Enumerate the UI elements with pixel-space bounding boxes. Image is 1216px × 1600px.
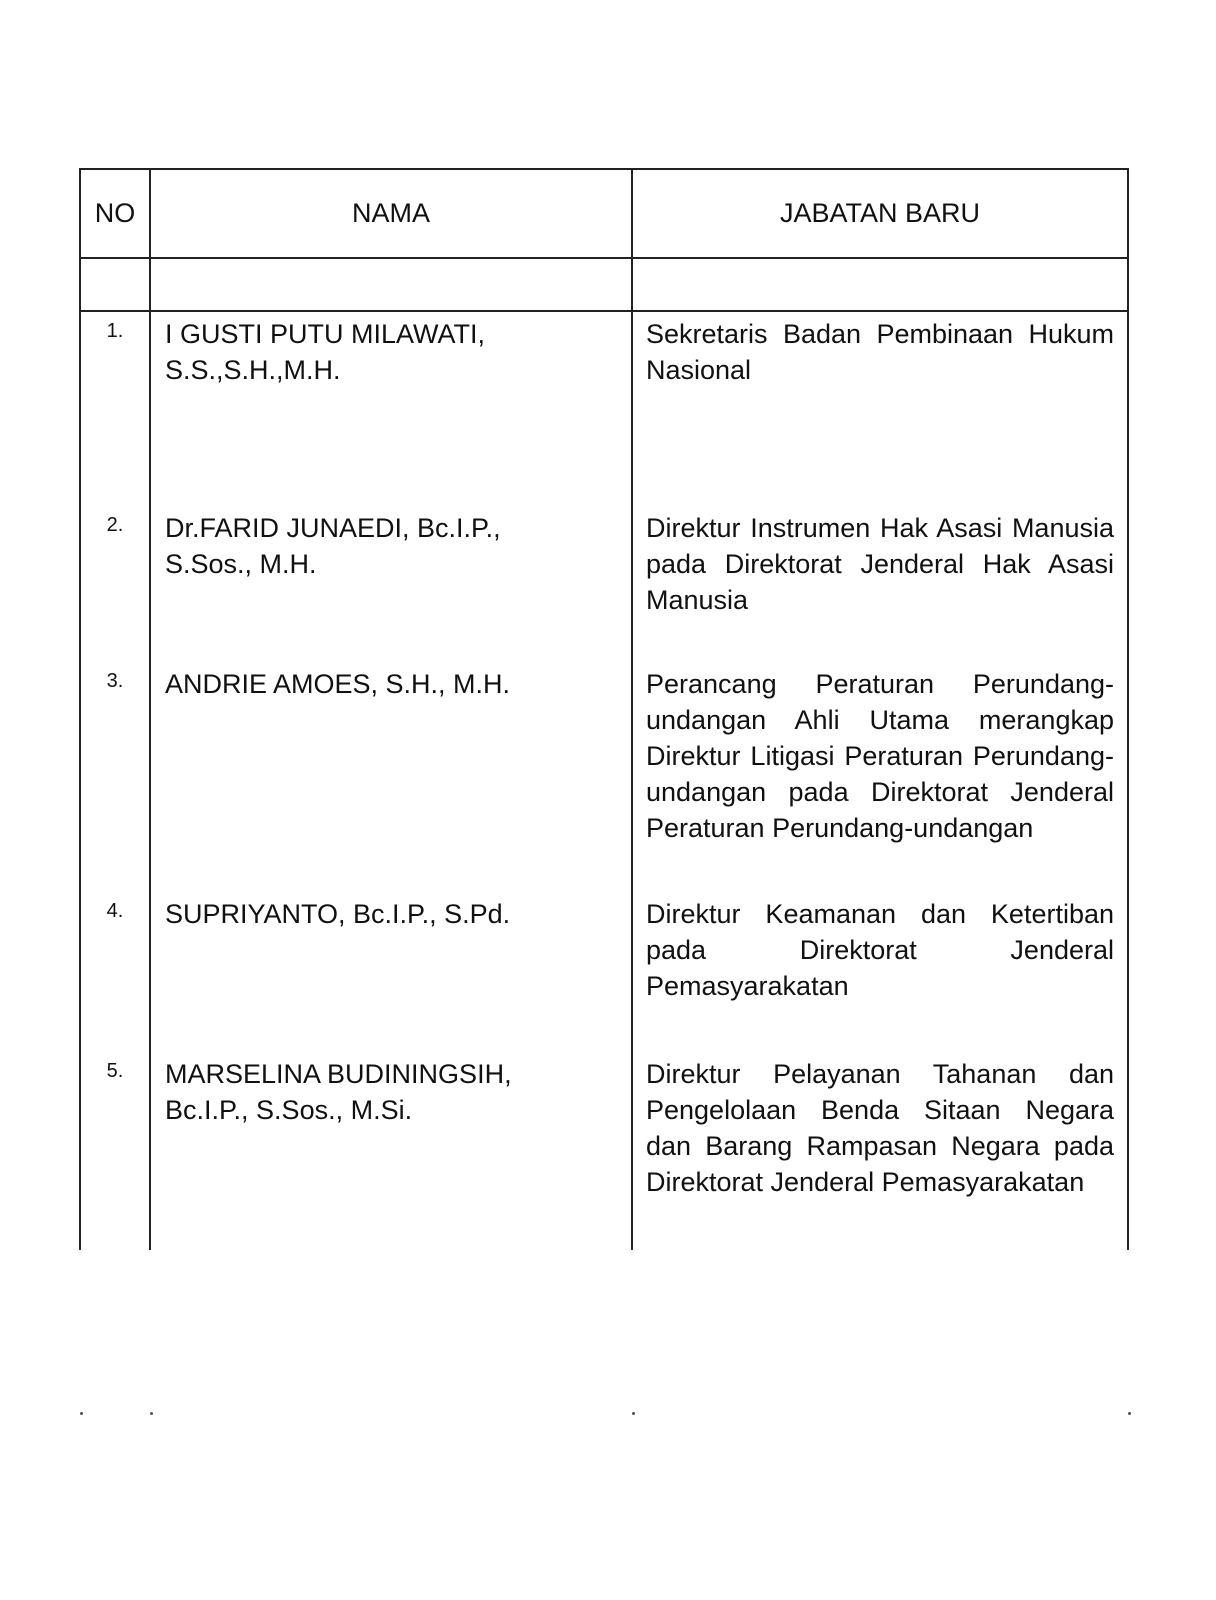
table-border-right bbox=[1127, 168, 1129, 1250]
row-name: Dr.FARID JUNAEDI, Bc.I.P., S.Sos., M.H. bbox=[165, 513, 501, 579]
scan-mark bbox=[1128, 1412, 1131, 1415]
row-number: 5. bbox=[106, 1060, 124, 1082]
row-name: ANDRIE AMOES, S.H., M.H. bbox=[165, 669, 511, 699]
scan-mark bbox=[632, 1412, 635, 1415]
spacer-row-divider bbox=[79, 310, 1129, 312]
column-divider-no bbox=[149, 168, 151, 1250]
row-jabatan: Sekretaris Badan Pembinaan Hukum Nasional bbox=[646, 319, 1114, 385]
row-name: I GUSTI PUTU MILAWATI, S.S.,S.H.,M.H. bbox=[165, 319, 486, 385]
row-number: 2. bbox=[106, 514, 124, 536]
scan-mark bbox=[80, 1412, 83, 1415]
header-nama: NAMA bbox=[351, 198, 430, 228]
scan-mark bbox=[150, 1412, 153, 1415]
header-no: NO bbox=[94, 198, 136, 228]
row-jabatan: Direktur Instrumen Hak Asasi Manusia pada Direktorat Jenderal Hak Asasi Manusia bbox=[646, 513, 1114, 615]
officials-table bbox=[79, 168, 1129, 1250]
row-jabatan: Perancang Peraturan Perundang-undangan Ahli Utama merangkap Direktur Litigasi Peraturan Perundang-undangan pada Direktorat Jenderal Peraturan Perundang-undangan bbox=[646, 669, 1114, 843]
row-jabatan: Direktur Keamanan dan Ketertiban pada Direktorat Jenderal Pemasyarakatan bbox=[646, 899, 1114, 1001]
row-number: 1. bbox=[106, 320, 124, 342]
row-number: 3. bbox=[106, 670, 124, 692]
row-number: 4. bbox=[106, 900, 124, 922]
header-divider bbox=[79, 257, 1129, 259]
header-jabatan: JABATAN BARU bbox=[779, 198, 981, 228]
column-divider-nama bbox=[631, 168, 633, 1250]
row-name: SUPRIYANTO, Bc.I.P., S.Pd. bbox=[165, 899, 511, 929]
row-name: MARSELINA BUDININGSIH, Bc.I.P., S.Sos., M.Si. bbox=[165, 1059, 512, 1125]
table-border-top bbox=[79, 168, 1129, 170]
row-jabatan: Direktur Pelayanan Tahanan dan Pengelolaan Benda Sitaan Negara dan Barang Rampasan Negara pada Direktorat Jenderal Pemasyarakatan bbox=[646, 1059, 1114, 1197]
